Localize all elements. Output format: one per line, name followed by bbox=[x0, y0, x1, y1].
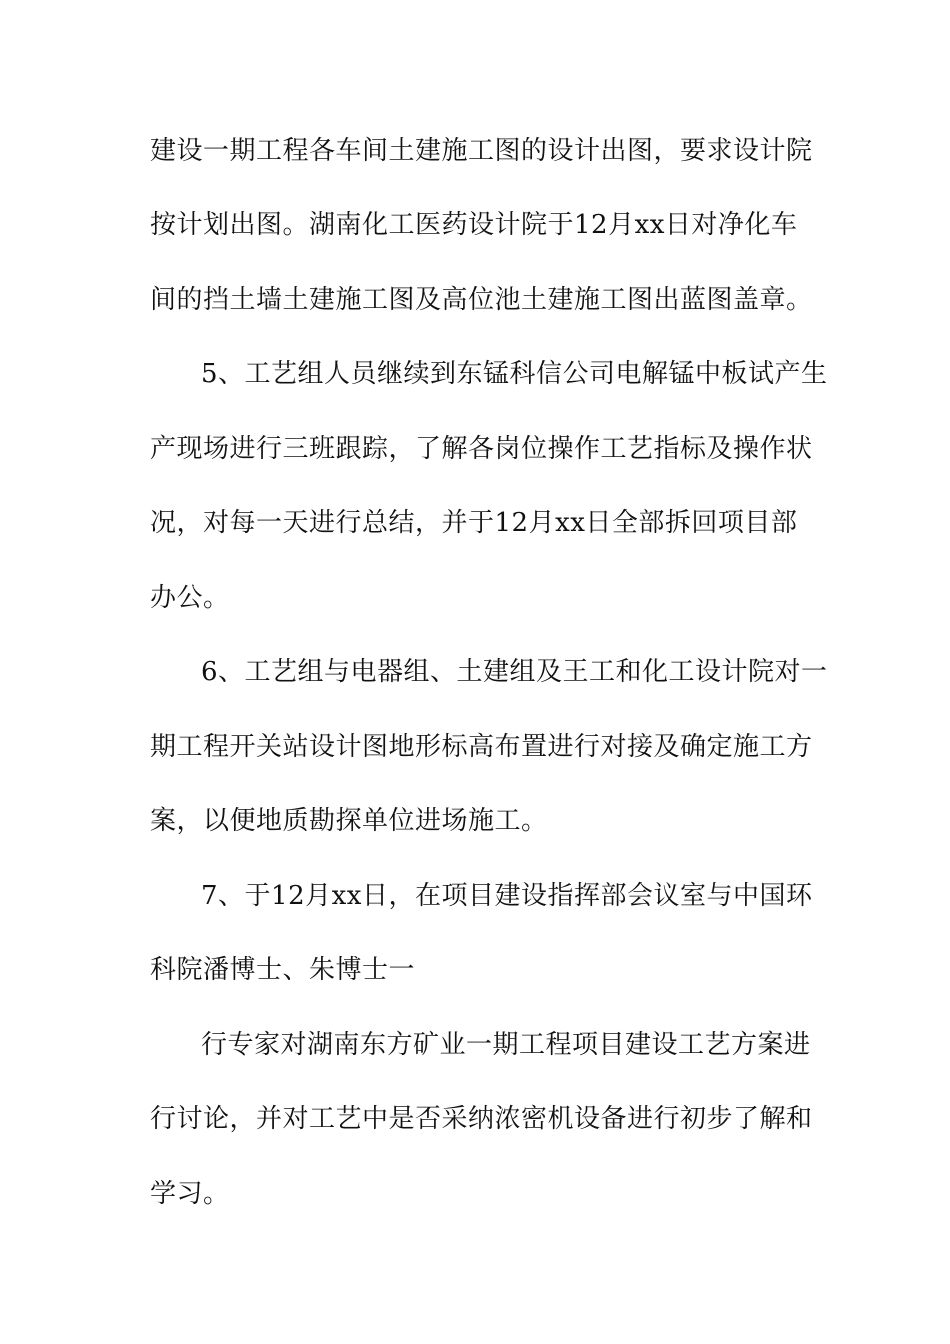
text-line: 办公。 bbox=[150, 583, 230, 613]
text-line: 期工程开关站设计图地形标高布置进行对接及确定施工方 bbox=[150, 732, 813, 762]
text-line: 科院潘博士、朱博士一 bbox=[150, 955, 416, 985]
text-line: 行讨论，并对工艺中是否采纳浓密机设备进行初步了解和 bbox=[150, 1104, 813, 1134]
paragraph-6-start: 6、工艺组与电器组、土建组及王工和化工设计院对一 bbox=[201, 657, 828, 687]
text-line: 产现场进行三班跟踪，了解各岗位操作工艺指标及操作状 bbox=[150, 434, 813, 464]
text-line: 案，以便地质勘探单位进场施工。 bbox=[150, 806, 548, 836]
text-line: 建设一期工程各车间土建施工图的设计出图，要求设计院 bbox=[150, 136, 813, 166]
paragraph-5-start: 5、工艺组人员继续到东锰科信公司电解锰中板试产生 bbox=[201, 359, 828, 389]
paragraph-continuation-start: 行专家对湖南东方矿业一期工程项目建设工艺方案进 bbox=[201, 1030, 811, 1060]
text-line: 况，对每一天进行总结，并于12月xx日全部拆回项目部 bbox=[150, 508, 798, 538]
text-line: 间的挡土墙土建施工图及高位池土建施工图出蓝图盖章。 bbox=[150, 285, 813, 315]
text-line: 学习。 bbox=[150, 1179, 230, 1209]
text-line: 按计划出图。湖南化工医药设计院于12月xx日对净化车 bbox=[150, 210, 798, 240]
paragraph-7-start: 7、于12月xx日，在项目建设指挥部会议室与中国环 bbox=[201, 881, 813, 911]
